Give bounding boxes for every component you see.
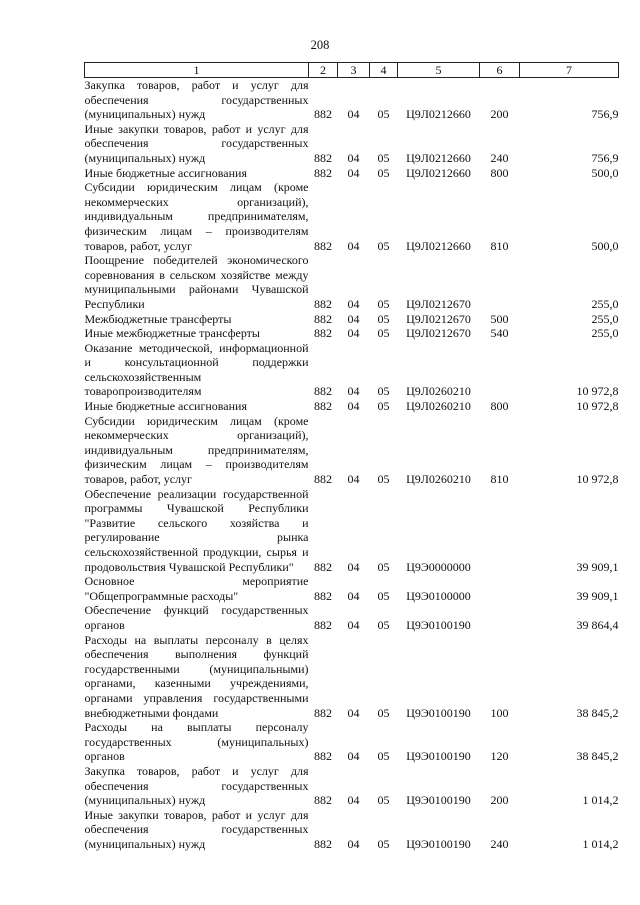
amount-value: 500,0 bbox=[591, 165, 619, 180]
target-article-code: Ц9Э0100190 bbox=[406, 793, 471, 808]
ministry-code: 882 bbox=[314, 705, 332, 720]
ministry-code: 882 bbox=[314, 150, 332, 165]
table-row bbox=[85, 122, 619, 166]
table-row bbox=[85, 720, 619, 764]
target-article-code: Ц9Л0212660 bbox=[406, 238, 471, 253]
table-row bbox=[85, 312, 619, 327]
subsection-code: 05 bbox=[377, 559, 390, 574]
amount-value: 38 845,2 bbox=[576, 749, 619, 764]
subsection-code: 05 bbox=[377, 793, 390, 808]
expense-type-code: 540 bbox=[490, 326, 509, 341]
ministry-code: 882 bbox=[314, 588, 332, 603]
amount-value: 39 909,1 bbox=[576, 588, 619, 603]
subsection-code: 05 bbox=[377, 836, 390, 851]
section-code: 04 bbox=[347, 472, 360, 487]
subsection-code: 05 bbox=[377, 617, 390, 632]
amount-value: 39 909,1 bbox=[576, 559, 619, 574]
column-header: 1 bbox=[85, 63, 309, 78]
table-row bbox=[85, 603, 619, 632]
column-header: 6 bbox=[480, 63, 520, 78]
subsection-code: 05 bbox=[377, 472, 390, 487]
table-row bbox=[85, 764, 619, 808]
ministry-code: 882 bbox=[314, 559, 332, 574]
row-description: Обеспечение функций государственных органов bbox=[84, 603, 309, 632]
target-article-code: Ц9Л0212660 bbox=[406, 107, 471, 122]
target-article-code: Ц9Л0260210 bbox=[406, 399, 471, 414]
column-header: 5 bbox=[398, 63, 480, 78]
table-row bbox=[85, 808, 619, 852]
target-article-code: Ц9Л0212660 bbox=[406, 150, 471, 165]
row-description: Иные бюджетные ассигнования bbox=[84, 165, 247, 180]
target-article-code: Ц9Э0100190 bbox=[406, 749, 471, 764]
table-row bbox=[85, 399, 619, 414]
section-code: 04 bbox=[347, 705, 360, 720]
amount-value: 255,0 bbox=[591, 296, 619, 311]
section-code: 04 bbox=[347, 793, 360, 808]
section-code: 04 bbox=[347, 326, 360, 341]
expense-type-code: 800 bbox=[490, 399, 509, 414]
table-row bbox=[85, 633, 619, 721]
amount-value: 10 972,8 bbox=[576, 472, 619, 487]
table-row bbox=[85, 166, 619, 181]
amount-value: 255,0 bbox=[591, 311, 619, 326]
target-article-code: Ц9Э0100000 bbox=[406, 588, 471, 603]
subsection-code: 05 bbox=[377, 705, 390, 720]
subsection-code: 05 bbox=[377, 150, 390, 165]
ministry-code: 882 bbox=[314, 399, 332, 414]
target-article-code: Ц9Л0260210 bbox=[406, 472, 471, 487]
target-article-code: Ц9Л0260210 bbox=[406, 384, 471, 399]
amount-value: 756,9 bbox=[591, 150, 619, 165]
expense-type-code: 200 bbox=[490, 107, 509, 122]
ministry-code: 882 bbox=[314, 296, 332, 311]
page-number: 208 bbox=[310, 38, 330, 52]
table-row bbox=[85, 487, 619, 575]
amount-value: 255,0 bbox=[591, 326, 619, 341]
target-article-code: Ц9Л0212670 bbox=[406, 311, 471, 326]
amount-value: 38 845,2 bbox=[576, 705, 619, 720]
table-row bbox=[85, 180, 619, 253]
section-code: 04 bbox=[347, 311, 360, 326]
subsection-code: 05 bbox=[377, 311, 390, 326]
expense-type-code bbox=[480, 487, 520, 575]
expense-type-code: 810 bbox=[490, 238, 509, 253]
table-header-row bbox=[85, 63, 619, 78]
budget-table bbox=[84, 62, 619, 851]
amount-value: 10 972,8 bbox=[576, 384, 619, 399]
column-header: 4 bbox=[370, 63, 398, 78]
ministry-code: 882 bbox=[314, 107, 332, 122]
ministry-code: 882 bbox=[314, 749, 332, 764]
ministry-code: 882 bbox=[314, 617, 332, 632]
target-article-code: Ц9Э0100190 bbox=[406, 836, 471, 851]
section-code: 04 bbox=[347, 749, 360, 764]
amount-value: 500,0 bbox=[591, 238, 619, 253]
subsection-code: 05 bbox=[377, 165, 390, 180]
section-code: 04 bbox=[347, 399, 360, 414]
row-description: Расходы на выплаты персоналу государственных (муниципальных) органов bbox=[84, 720, 309, 764]
expense-type-code bbox=[480, 341, 520, 399]
expense-type-code: 200 bbox=[490, 793, 509, 808]
section-code: 04 bbox=[347, 107, 360, 122]
column-header: 2 bbox=[309, 63, 338, 78]
section-code: 04 bbox=[347, 384, 360, 399]
table-row bbox=[85, 414, 619, 487]
subsection-code: 05 bbox=[377, 296, 390, 311]
row-description: Закупка товаров, работ и услуг для обеспечения государственных (муниципальных) нужд bbox=[84, 78, 309, 122]
row-description: Закупка товаров, работ и услуг для обеспечения государственных (муниципальных) нужд bbox=[84, 763, 309, 808]
row-description: Иные закупки товаров, работ и услуг для обеспечения государственных (муниципальных) нужд bbox=[84, 807, 309, 851]
section-code: 04 bbox=[347, 588, 360, 603]
subsection-code: 05 bbox=[377, 107, 390, 122]
section-code: 04 bbox=[347, 165, 360, 180]
expense-type-code: 500 bbox=[490, 311, 509, 326]
ministry-code: 882 bbox=[314, 326, 332, 341]
row-description: Оказание методической, информационной и консультационной поддержки сельскохозяйственным товаропроизводителям bbox=[84, 340, 309, 399]
row-description: Субсидии юридическим лицам (кроме некоммерческих организаций), индивидуальным предпринимателям, физическим лицам – производителям товаров, работ, услуг bbox=[84, 180, 309, 253]
ministry-code: 882 bbox=[314, 311, 332, 326]
expense-type-code: 240 bbox=[490, 836, 509, 851]
subsection-code: 05 bbox=[377, 749, 390, 764]
expense-type-code bbox=[480, 253, 520, 311]
ministry-code: 882 bbox=[314, 238, 332, 253]
row-description: Иные межбюджетные трансферты bbox=[84, 326, 260, 341]
row-description: Иные закупки товаров, работ и услуг для обеспечения государственных (муниципальных) нужд bbox=[84, 121, 309, 165]
subsection-code: 05 bbox=[377, 399, 390, 414]
section-code: 04 bbox=[347, 836, 360, 851]
amount-value: 10 972,8 bbox=[576, 399, 619, 414]
section-code: 04 bbox=[347, 617, 360, 632]
ministry-code: 882 bbox=[314, 793, 332, 808]
subsection-code: 05 bbox=[377, 238, 390, 253]
ministry-code: 882 bbox=[314, 836, 332, 851]
target-article-code: Ц9Л0212660 bbox=[406, 165, 471, 180]
amount-value: 1 014,2 bbox=[582, 793, 619, 808]
row-description: Основное мероприятие "Общепрограммные расходы" bbox=[84, 574, 309, 603]
amount-value: 39 864,4 bbox=[576, 617, 619, 632]
expense-type-code: 120 bbox=[490, 749, 509, 764]
subsection-code: 05 bbox=[377, 588, 390, 603]
table-row bbox=[85, 574, 619, 603]
target-article-code: Ц9Э0100190 bbox=[406, 705, 471, 720]
section-code: 04 bbox=[347, 559, 360, 574]
expense-type-code bbox=[480, 603, 520, 632]
section-code: 04 bbox=[347, 238, 360, 253]
target-article-code: Ц9Л0212670 bbox=[406, 326, 471, 341]
row-description: Поощрение победителей экономического соревнования в сельском хозяйстве между муниципальными районами Чувашской Республики bbox=[84, 253, 309, 311]
target-article-code: Ц9Э0000000 bbox=[406, 559, 471, 574]
amount-value: 1 014,2 bbox=[582, 836, 619, 851]
table-row bbox=[85, 341, 619, 399]
subsection-code: 05 bbox=[377, 326, 390, 341]
table-row bbox=[85, 78, 619, 122]
ministry-code: 882 bbox=[314, 472, 332, 487]
table-row bbox=[85, 326, 619, 341]
section-code: 04 bbox=[347, 150, 360, 165]
expense-type-code: 800 bbox=[490, 165, 509, 180]
subsection-code: 05 bbox=[377, 384, 390, 399]
ministry-code: 882 bbox=[314, 165, 332, 180]
row-description: Расходы на выплаты персоналу в целях обеспечения выполнения функций государственными (муниципальными) органами, казенными учреждениями, органами управления государственными внебюджетными фондами bbox=[84, 632, 309, 720]
row-description: Иные бюджетные ассигнования bbox=[84, 399, 247, 414]
ministry-code: 882 bbox=[314, 384, 332, 399]
expense-type-code: 100 bbox=[490, 705, 509, 720]
column-header: 3 bbox=[338, 63, 370, 78]
row-description: Межбюджетные трансферты bbox=[84, 311, 232, 326]
section-code: 04 bbox=[347, 296, 360, 311]
row-description: Обеспечение реализации государственной программы Чувашской Республики "Развитие сельского хозяйства и регулирование рынка сельскохозяйственной продукции, сырья и продовольствия Чувашской Республики" bbox=[84, 486, 309, 574]
column-header: 7 bbox=[520, 63, 619, 78]
amount-value: 756,9 bbox=[591, 107, 619, 122]
target-article-code: Ц9Л0212670 bbox=[406, 296, 471, 311]
expense-type-code: 810 bbox=[490, 472, 509, 487]
table-body bbox=[85, 78, 619, 852]
expense-type-code bbox=[480, 574, 520, 603]
expense-type-code: 240 bbox=[490, 150, 509, 165]
target-article-code: Ц9Э0100190 bbox=[406, 617, 471, 632]
row-description: Субсидии юридическим лицам (кроме некоммерческих организаций), индивидуальным предпринимателям, физическим лицам – производителям товаров, работ, услуг bbox=[84, 413, 309, 487]
table-row bbox=[85, 253, 619, 311]
